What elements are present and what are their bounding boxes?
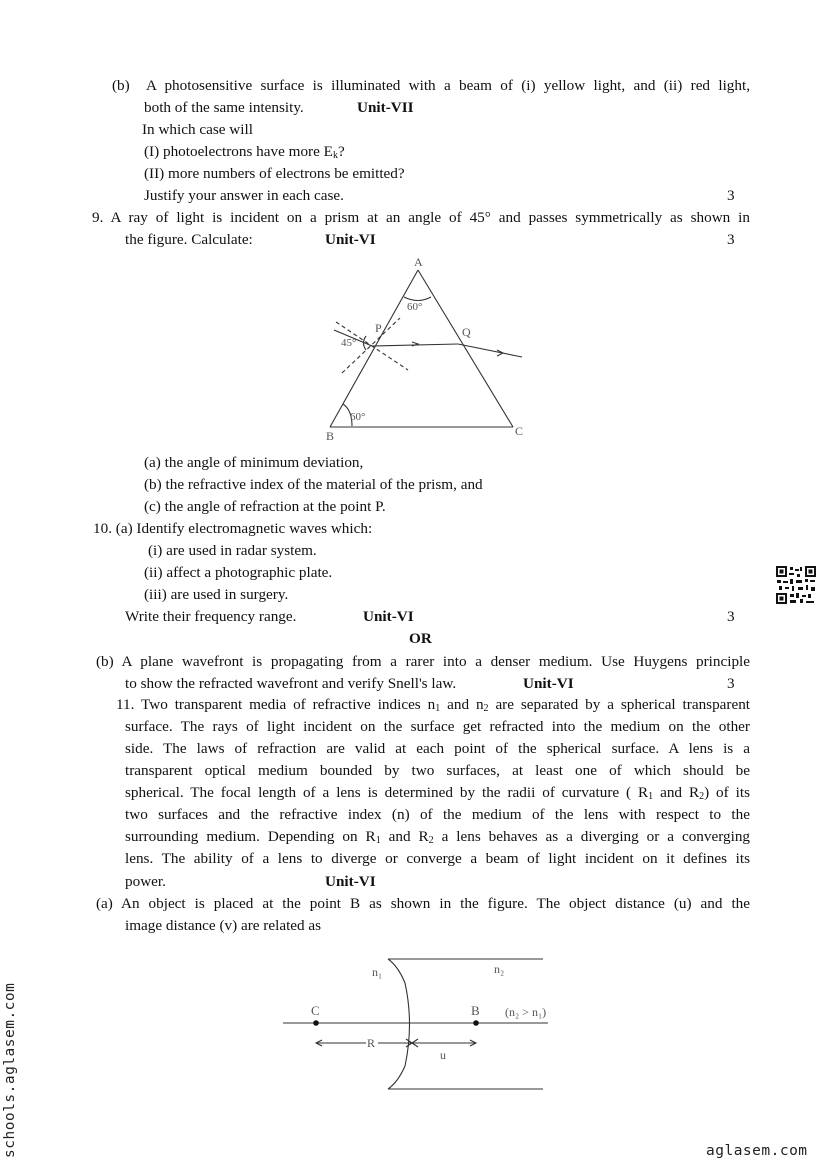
q11-line8: lens. The ability of a lens to diverge or converge a beam of light incident on it defines its <box>125 850 750 867</box>
q11-line7: surrounding medium. Depending on $R_1$ and $R_2$ a lens behaves as a diverging or a converging <box>125 828 751 846</box>
label-b: B <box>326 429 335 443</box>
label-n1: n₁ <box>372 965 383 979</box>
label-r: R <box>367 1036 376 1050</box>
q8b-justify: Justify your answer in each case. <box>144 187 344 204</box>
label-a: A <box>414 255 423 269</box>
q8b-line2: both of the same intensity. <box>144 99 304 116</box>
q11-line9: power. <box>125 873 166 890</box>
q11-line4: transparent optical medium bounded by two surfaces, at least one of which should be <box>125 762 750 779</box>
label-b-point: B <box>471 1003 480 1018</box>
q9-line2: the figure. Calculate: <box>125 231 253 248</box>
q9-part-c: (c) the angle of refraction at the point P. <box>144 498 386 515</box>
label-base-angle: 60° <box>350 411 366 423</box>
q10-freq: Write their frequency range. <box>125 608 297 625</box>
q8b-item1: (I) photoelectrons have more $E_k$? <box>144 143 345 161</box>
label-p: P <box>375 321 382 335</box>
q8b-line1: A photosensitive surface is illuminated with a beam of (i) yellow light, and (ii) red light, <box>146 77 750 94</box>
q11-line6: two surfaces and the refractive index (n) of the medium of the lens with respect to the <box>125 806 750 823</box>
spherical-surface-figure <box>282 950 548 1100</box>
q11-line2: surface. The rays of light incident on the surface get refracted into the medium on the other <box>125 718 750 735</box>
q11-line3: side. The laws of refraction are valid at each point of the spherical surface. A lens is a <box>125 740 750 757</box>
q10-b-line1: (b) A plane wavefront is propagating from a rarer into a denser medium. Use Huygens principle <box>96 653 750 670</box>
q8b-line3: In which case will <box>142 121 253 138</box>
prism-side-ac <box>418 270 513 427</box>
q10-line1: 10. (a) Identify electromagnetic waves which: <box>93 520 373 537</box>
q8b-label: (b) <box>112 77 130 94</box>
q10-item-ii: (ii) affect a photographic plate. <box>144 564 333 581</box>
point-c-dot <box>313 1020 319 1026</box>
side-watermark[interactable]: schools.aglasem.com <box>2 982 18 1158</box>
label-c: C <box>515 424 524 438</box>
q8b-item2: (II) more numbers of electrons be emitted? <box>144 165 405 182</box>
q9-unit: Unit-VI <box>325 231 376 248</box>
q10-item-i: (i) are used in radar system. <box>148 542 317 559</box>
prism-figure <box>318 252 532 446</box>
label-u: u <box>440 1048 446 1062</box>
q11-unit: Unit-VI <box>325 873 376 890</box>
label-incidence-angle: 45° <box>341 337 357 349</box>
emergent-ray <box>458 344 522 357</box>
q11-a-line1: (a) An object is placed at the point B as shown in the figure. The object distance (u) and the <box>96 895 750 912</box>
apex-angle-arc <box>404 297 431 301</box>
label-q: Q <box>462 325 471 339</box>
q9-marks: 3 <box>727 231 735 248</box>
label-apex-angle: 60° <box>407 301 423 313</box>
q11-line5: spherical. The focal length of a lens is determined by the radii of curvature ( $R_1$ and $R_2$) of its <box>125 784 750 802</box>
q10-unit: Unit-VI <box>363 608 414 625</box>
q11-a-line2: image distance (v) are related as <box>125 917 322 934</box>
q10-b-marks: 3 <box>727 675 735 692</box>
label-c-point: C <box>311 1003 320 1018</box>
q10-b-unit: Unit-VI <box>523 675 574 692</box>
point-b-dot <box>473 1020 479 1026</box>
q8b-marks: 3 <box>727 187 735 204</box>
label-refractive-condition: (n₂ > n₁) <box>505 1005 547 1019</box>
qr-code[interactable] <box>776 566 816 604</box>
spherical-surface <box>388 959 410 1089</box>
label-n2: n₂ <box>494 962 505 976</box>
q9-part-a: (a) the angle of minimum deviation, <box>144 454 364 471</box>
q10-marks: 3 <box>727 608 735 625</box>
q8b-unit: Unit-VII <box>357 99 414 116</box>
q10-item-iii: (iii) are used in surgery. <box>144 586 289 603</box>
q10-or: OR <box>409 630 432 647</box>
q9-line1: 9. A ray of light is incident on a prism at an angle of 45° and passes symmetrically as shown in <box>92 209 750 226</box>
q9-part-b: (b) the refractive index of the material of the prism, and <box>144 476 483 493</box>
q11-line1: 11. Two transparent media of refractive indices $n_1$ and $n_2$ are separated by a spherical transparent <box>116 696 751 714</box>
corner-watermark[interactable]: aglasem.com <box>706 1143 808 1159</box>
q10-b-line2: to show the refracted wavefront and verify Snell's law. <box>125 675 457 692</box>
